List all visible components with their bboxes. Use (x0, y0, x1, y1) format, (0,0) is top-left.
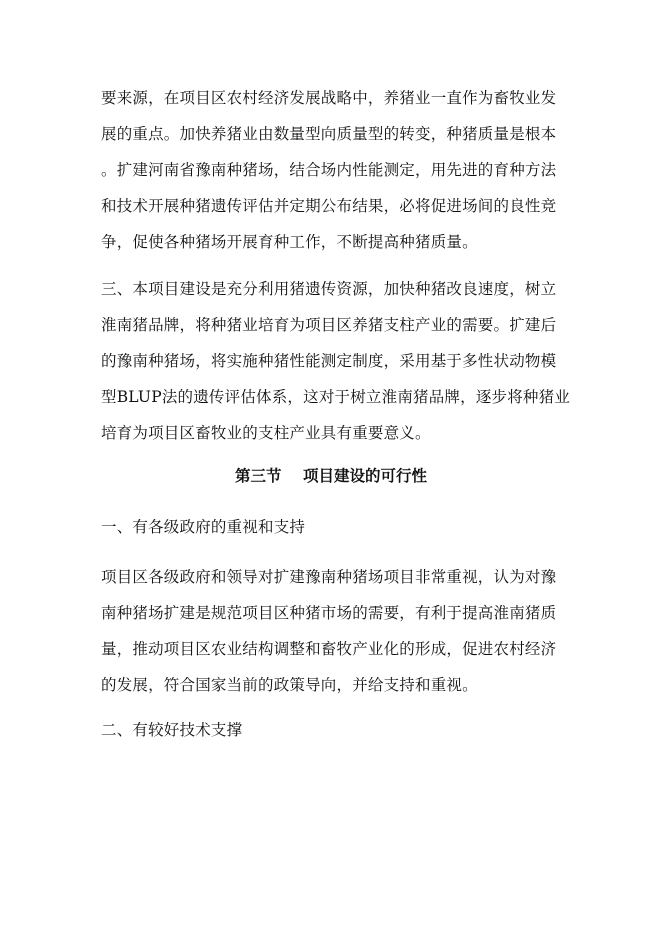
paragraph-line: 要来源，在项目区农村经济发展战略中，养猪业一直作为畜牧业发 (101, 89, 557, 107)
paragraph-line: 型BLUP法的遗传评估体系，这对于树立淮南猪品牌，逐步将种猪业 (101, 388, 571, 406)
paragraph-line: 争，促使各种猪场开展育种工作，不断提高种猪质量。 (101, 233, 478, 251)
paragraph-line: 的发展，符合国家当前的政策导向，并给支持和重视。 (101, 676, 478, 694)
subheading-government-support: 一、有各级政府的重视和支持 (101, 518, 306, 536)
paragraph-line: 的豫南种猪场，将实施种猪性能测定制度，采用基于多性状动物模 (101, 352, 557, 370)
paragraph-line: 和技术开展种猪遗传评估并定期公布结果，必将促进场间的良性竞 (101, 197, 557, 215)
paragraph-line: 项目区各级政府和领导对扩建豫南种猪场项目非常重视，认为对豫 (101, 568, 557, 586)
paragraph-line: 培育为项目区畜牧业的支柱产业具有重要意义。 (101, 424, 431, 442)
subheading-technical-support: 二、有较好技术支撑 (101, 721, 243, 739)
section-heading: 第三节 项目建设的可行性 (234, 466, 428, 485)
paragraph-line: 淮南猪品牌，将种猪业培育为项目区养猪支柱产业的需要。扩建后 (101, 316, 557, 334)
paragraph-line: 。扩建河南省豫南种猪场，结合场内性能测定，用先进的育种方法 (101, 161, 557, 179)
paragraph-line: 南种猪场扩建是规范项目区种猪市场的需要，有利于提高淮南猪质 (101, 604, 557, 622)
paragraph-line: 展的重点。加快养猪业由数量型向质量型的转变，种猪质量是根本 (101, 125, 557, 143)
paragraph-line: 三、本项目建设是充分利用猪遗传资源，加快种猪改良速度，树立 (101, 280, 557, 298)
paragraph-line: 量，推动项目区农业结构调整和畜牧产业化的形成，促进农村经济 (101, 640, 557, 658)
